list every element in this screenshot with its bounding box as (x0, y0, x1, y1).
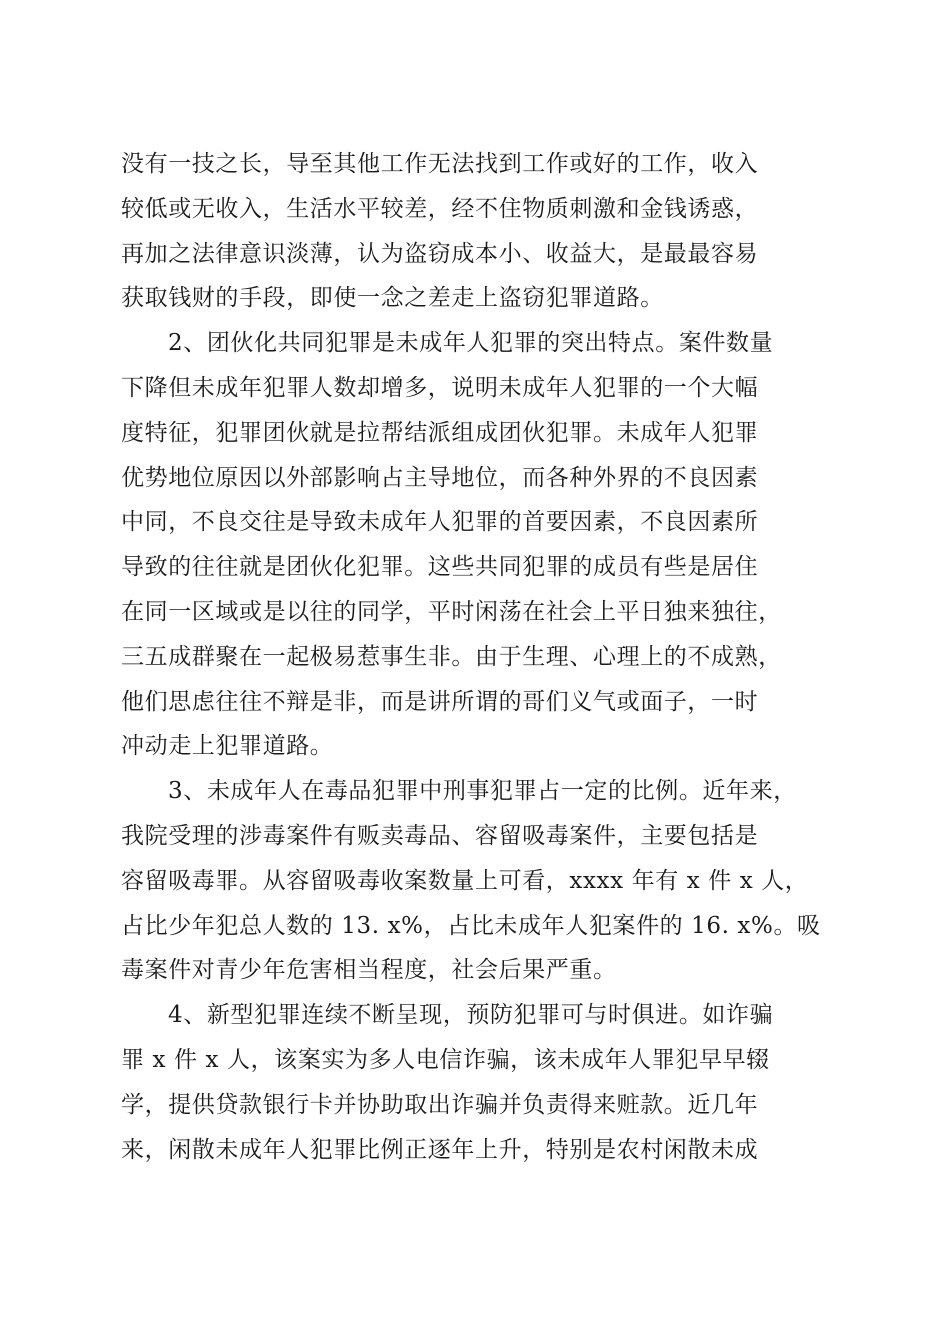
text-line: 来，闲散未成年人犯罪比例正逐年上升，特别是农村闲散未成 (121, 1136, 759, 1163)
text-line: 容留吸毒罪。从容留吸毒收案数量上可看，xxxx 年有 x 件 x 人， (121, 867, 809, 894)
text-line: 中同，不良交往是导致未成年人犯罪的首要因素，不良因素所 (121, 509, 759, 536)
text-line: 优势地位原因以外部影响占主导地位，而各种外界的不良因素 (121, 464, 759, 491)
text-line: 获取钱财的手段，即使一念之差走上盗窃犯罪道路。 (121, 285, 664, 312)
text-line: 罪 x 件 x 人，该案实为多人电信诈骗，该未成年人罪犯早早辍 (121, 1046, 770, 1073)
text-line: 占比少年犯总人数的 13. x%，占比未成年人犯案件的 16. x%。吸 (121, 912, 821, 939)
document-body (121, 142, 829, 1172)
paragraph-1 (121, 142, 829, 321)
paragraph-4 (121, 993, 829, 1172)
text-line: 在同一区域或是以往的同学，平时闲荡在社会上平日独来独往， (121, 598, 782, 625)
text-line: 冲动走上犯罪道路。 (121, 733, 334, 760)
text-line: 再加之法律意识淡薄，认为盗窃成本小、收益大，是最最容易 (121, 240, 759, 267)
text-line: 导致的往往就是团伙化犯罪。这些共同犯罪的成员有些是居住 (121, 554, 759, 581)
text-line: 较低或无收入，生活水平较差，经不住物质刺激和金钱诱惑， (121, 195, 759, 222)
text-line: 学，提供贷款银行卡并协助取出诈骗并负责得来赃款。近几年 (121, 1091, 759, 1118)
text-line: 三五成群聚在一起极易惹事生非。由于生理、心理上的不成熟， (121, 643, 782, 670)
text-line: 我院受理的涉毒案件有贩卖毒品、容留吸毒案件，主要包括是 (121, 822, 759, 849)
text-line: 度特征，犯罪团伙就是拉帮结派组成团伙犯罪。未成年人犯罪 (121, 419, 759, 446)
text-line: 2、团伙化共同犯罪是未成年人犯罪的突出特点。案件数量 (168, 330, 774, 357)
text-line: 4、新型犯罪连续不断呈现，预防犯罪可与时俱进。如诈骗 (168, 1002, 774, 1029)
paragraph-3 (121, 769, 829, 993)
text-line: 下降但未成年犯罪人数却增多，说明未成年人犯罪的一个大幅 (121, 374, 759, 401)
text-line: 没有一技之长，导至其他工作无法找到工作或好的工作，收入 (121, 151, 759, 177)
text-line: 3、未成年人在毒品犯罪中刑事犯罪占一定的比例。近年来， (168, 778, 797, 805)
text-line: 他们思虑往往不辩是非，而是讲所谓的哥们义气或面子，一时 (121, 688, 759, 715)
paragraph-2 (121, 321, 829, 769)
text-line: 毒案件对青少年危害相当程度，社会后果严重。 (121, 957, 617, 984)
